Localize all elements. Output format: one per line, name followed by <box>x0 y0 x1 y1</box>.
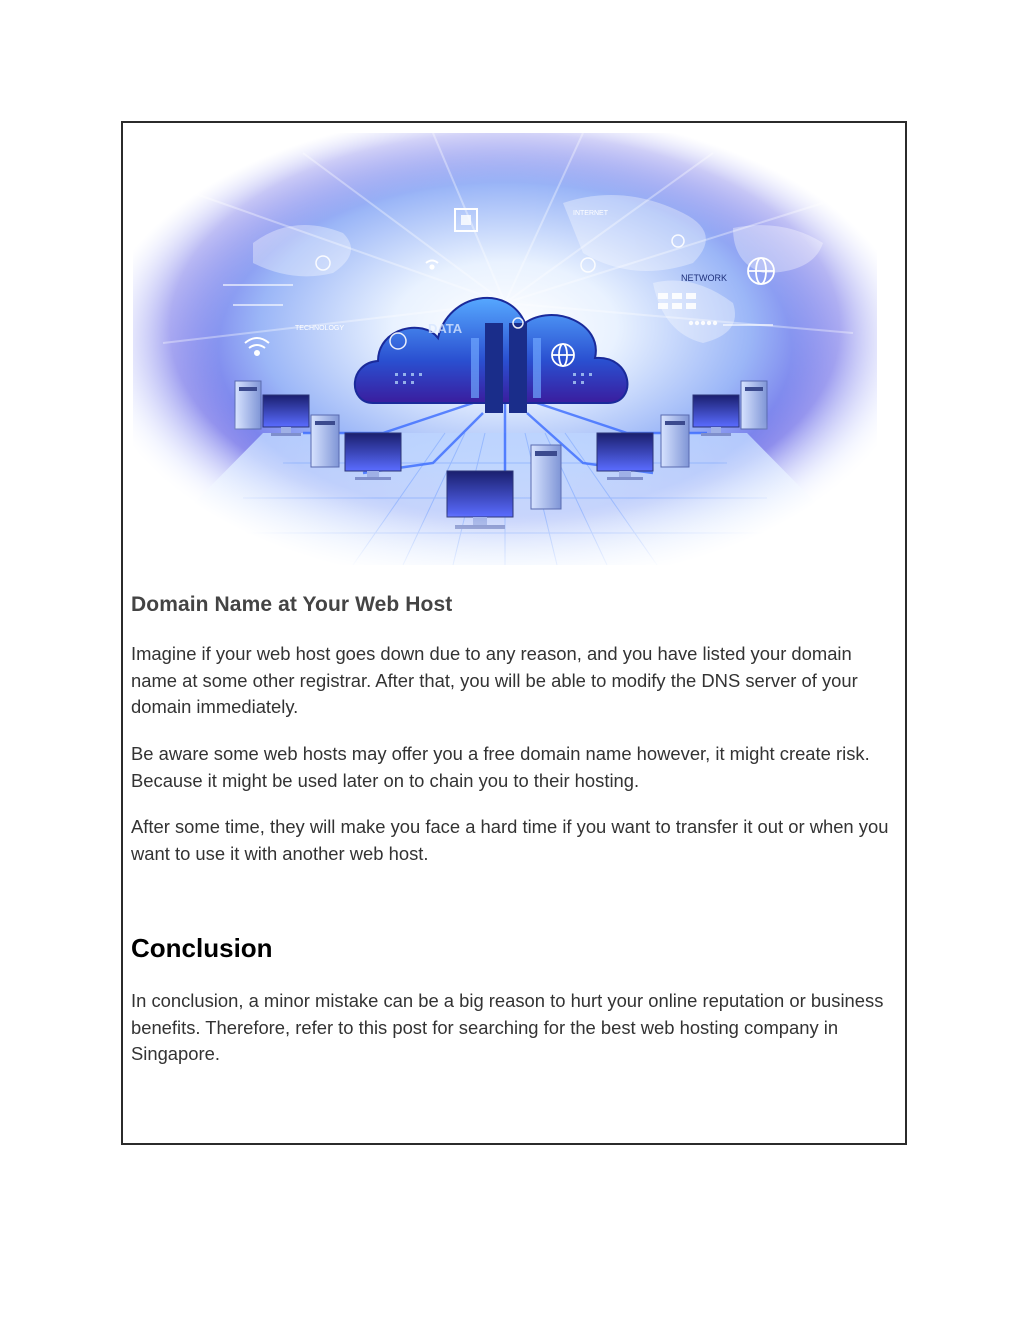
paragraph: Be aware some web hosts may offer you a free domain name however, it might create risk. Because it might be used later on to chain you to their hosting. <box>131 743 870 791</box>
section-heading: Domain Name at Your Web Host <box>131 593 453 616</box>
conclusion-heading: Conclusion <box>131 933 273 963</box>
content-frame <box>121 121 907 1145</box>
conclusion-paragraph: In conclusion, a minor mistake can be a big reason to hurt your online reputation or business benefits. Therefore, refer to this post for searching for the best web hosting company in Singapore. <box>131 990 884 1064</box>
paragraph: After some time, they will make you face a hard time if you want to transfer it out or when you want to use it with another web host. <box>131 816 889 864</box>
cloud-hosting-illustration <box>133 133 877 565</box>
paragraph: Imagine if your web host goes down due to any reason, and you have listed your domain name at some other registrar. After that, you will be able to modify the DNS server of your domain immediately. <box>131 643 858 717</box>
